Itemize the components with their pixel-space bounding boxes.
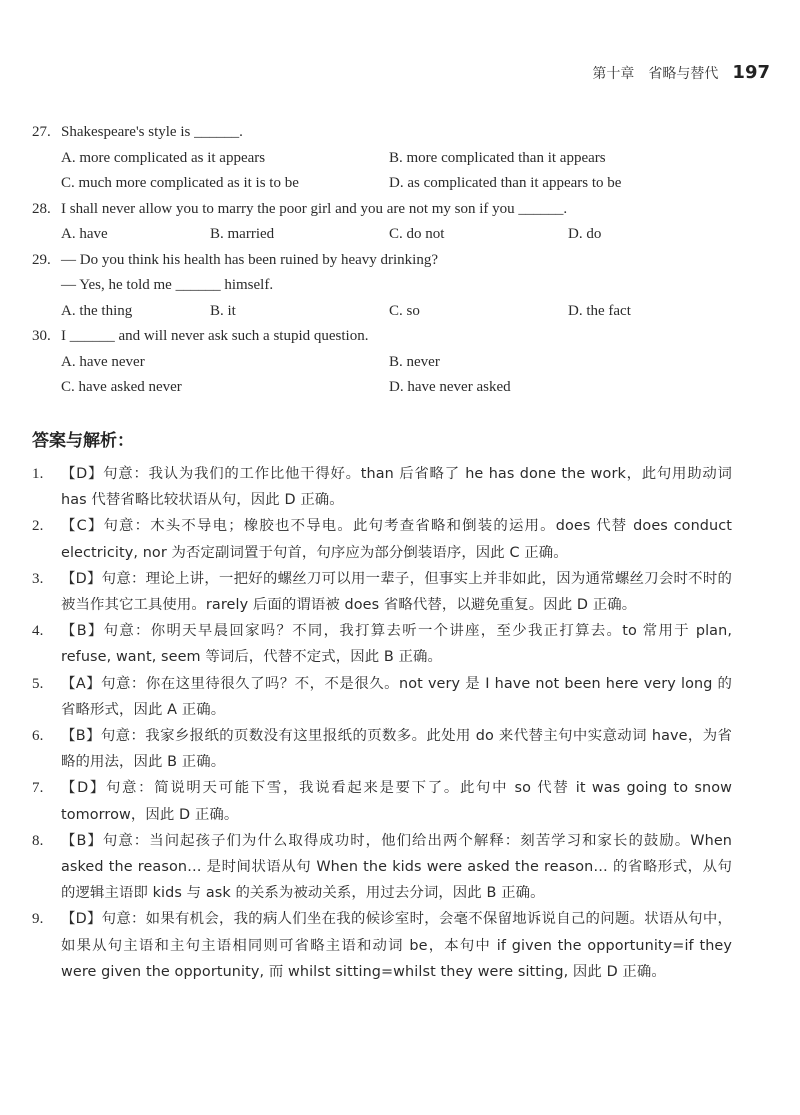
- question-text: — Do you think his health has been ruined by heavy drinking?: [61, 251, 439, 268]
- answer-item: [32, 461, 732, 513]
- answer-text: 【D】句意：理论上讲，一把好的螺丝刀可以用一辈子，但事实上并非如此，因为通常螺丝刀会时不时的被当作其它工具使用。rarely 后面的谓语被 does 省略代替，以避免重复。因此 D 正确。: [61, 570, 732, 614]
- option-d: D. have never asked: [389, 379, 511, 395]
- option-c: C. much more complicated as it is to be: [61, 175, 299, 191]
- options-row: [61, 222, 772, 248]
- answer-number: 3.: [32, 570, 44, 587]
- answer-text: 【B】句意：当问起孩子们为什么取得成功时，他们给出两个解释：刻苦学习和家长的鼓励。When asked the reason… 是时间状语从句 When the kids were asked the reason… 的省略形式，从句的逻辑主语即 kids 与 ask 的关系为被动关系，用过去分词，因此 B 正确。: [61, 832, 732, 902]
- option-b: B. married: [210, 226, 275, 242]
- option-c: C. do not: [389, 226, 445, 242]
- answer-item: [32, 513, 732, 565]
- answer-text: 【D】句意：如果有机会，我的病人们坐在我的候诊室时，会毫不保留地诉说自己的问题。状语从句中，如果从句主语和主句主语相同则可省略主语和动词 be，本句中 if given the opportunity=if they were given the opportunity, 而 whilst sitting=whilst they were sitting, 因此 D 正确。: [61, 911, 732, 980]
- answer-item: [32, 775, 732, 827]
- question-text: I shall never allow you to marry the poor girl and you are not my son if you ______.: [61, 200, 568, 217]
- answer-item: [32, 566, 732, 618]
- question-number: 27.: [32, 124, 51, 140]
- answer-number: 6.: [32, 728, 44, 745]
- option-b: B. more complicated than it appears: [389, 149, 606, 166]
- options-row: [61, 350, 772, 376]
- options-row: [61, 375, 772, 401]
- page-header: [592, 62, 770, 83]
- question-28: [32, 197, 772, 248]
- question-27: [32, 120, 772, 197]
- answer-number: 2.: [32, 518, 44, 535]
- option-a: A. more complicated as it appears: [61, 149, 266, 166]
- question-29: [32, 248, 772, 325]
- answer-number: 4.: [32, 623, 44, 640]
- answer-text: 【C】句意：木头不导电；橡胶也不导电。此句考查省略和倒装的运用。does 代替 does conduct electricity, nor 为否定副词置于句首，句序应为部分倒装语序，因此 C 正确。: [61, 518, 732, 561]
- answer-text: 【A】句意：你在这里待很久了吗？不，不是很久。not very 是 I have not been here very long 的省略形式，因此 A 正确。: [61, 675, 732, 718]
- question-list: [32, 120, 772, 401]
- question-number: 30.: [32, 328, 51, 344]
- answer-text: 【B】句意：你明天早晨回家吗？不同，我打算去听一个讲座，至少我正打算去。to 常用于 plan, refuse, want, seem 等词后，代替不定式，因此 B 正确。: [61, 623, 732, 666]
- option-a: A. have: [61, 226, 108, 242]
- option-b: B. it: [210, 302, 236, 319]
- answer-number: 8.: [32, 832, 44, 849]
- answer-item: [32, 723, 732, 775]
- options-row: [61, 146, 772, 172]
- answers-heading: 答案与解析：: [32, 431, 134, 451]
- answer-item: [32, 906, 732, 985]
- option-d: D. the fact: [568, 302, 631, 319]
- options-row: [61, 299, 772, 325]
- answer-item: [32, 828, 732, 907]
- answer-item: [32, 671, 732, 723]
- answer-number: 5.: [32, 675, 44, 692]
- option-a: A. have never: [61, 353, 145, 370]
- question-continuation: — Yes, he told me ______ himself.: [61, 277, 274, 293]
- question-number: 29.: [32, 251, 51, 268]
- answer-number: 7.: [32, 780, 44, 797]
- page-number: 197: [732, 62, 770, 83]
- option-b: B. never: [389, 353, 440, 370]
- chapter-title: 第十章 省略与替代: [592, 66, 719, 82]
- question-30: [32, 324, 772, 401]
- options-row: [61, 171, 772, 197]
- question-text: I ______ and will never ask such a stupid question.: [61, 328, 369, 344]
- answer-number: 1.: [32, 466, 44, 482]
- answer-list: [32, 461, 732, 985]
- question-text: Shakespeare's style is ______.: [61, 124, 243, 140]
- answer-text: 【D】句意：简说明天可能下雪，我说看起来是要下了。此句中 so 代替 it was going to snow tomorrow，因此 D 正确。: [61, 780, 732, 823]
- question-number: 28.: [32, 200, 51, 217]
- option-c: C. have asked never: [61, 379, 182, 395]
- option-d: D. do: [568, 226, 602, 242]
- answer-text: 【B】句意：我家乡报纸的页数没有这里报纸的页数多。此处用 do 来代替主句中实意动词 have，为省略的用法，因此 B 正确。: [61, 728, 732, 771]
- answer-item: [32, 618, 732, 670]
- answer-number: 9.: [32, 911, 44, 928]
- option-a: A. the thing: [61, 302, 133, 319]
- answer-text: 【D】句意：我认为我们的工作比他干得好。than 后省略了 he has done the work，此句用助动词 has 代替省略比较状语从句，因此 D 正确。: [61, 466, 732, 509]
- option-d: D. as complicated than it appears to be: [389, 175, 622, 191]
- option-c: C. so: [389, 302, 420, 319]
